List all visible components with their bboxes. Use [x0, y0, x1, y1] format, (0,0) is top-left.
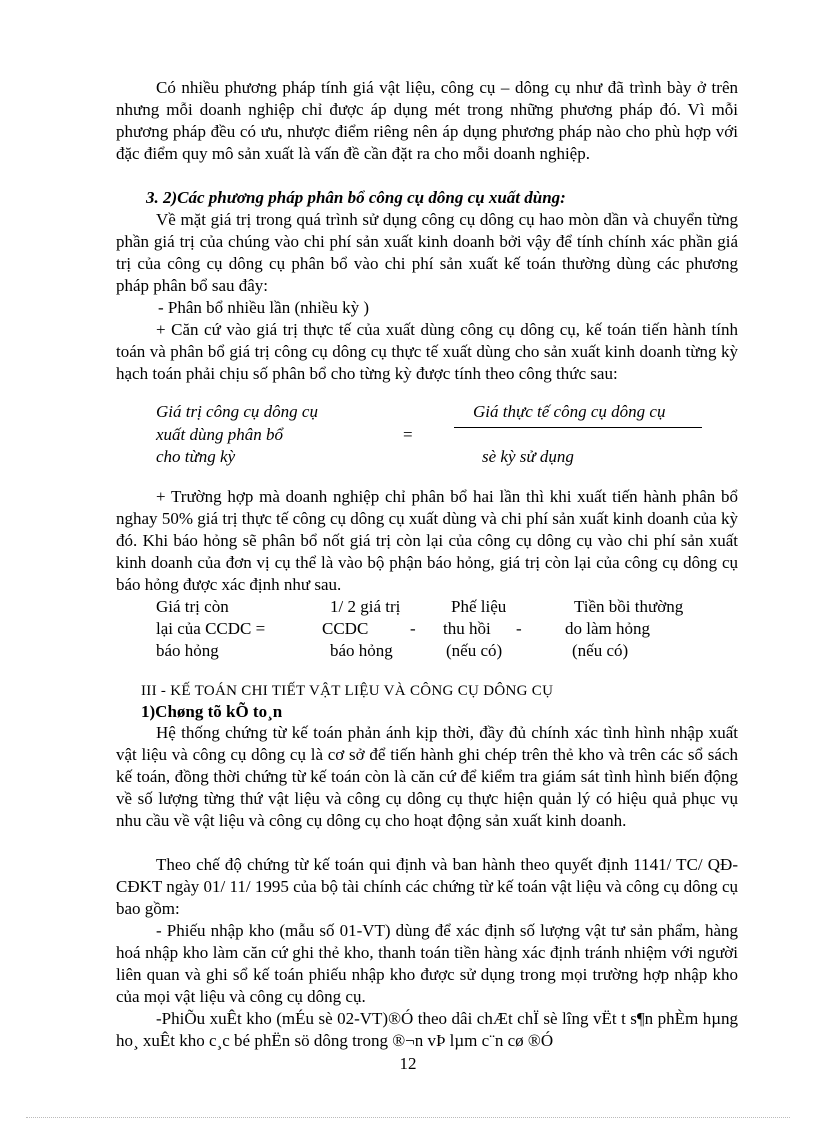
table-r1-c2: 1/ 2 giá trị	[330, 597, 401, 616]
table-r3-c1: báo hỏng	[156, 641, 219, 660]
paragraph-issue-voucher: -PhiÕu xuÊt kho (mÉu sè 02-VT)®Ó theo dâi chÆt chÏ sè lîng vËt t s¶n phÈm hµng ho¸ xuÊt kho c¸c bé phËn sö dông trong ®¬n vÞ lµm c¨n cø ®Ó	[116, 1009, 738, 1050]
heading-1-vouchers: 1)Chøng tõ kÕ to¸n	[141, 702, 283, 721]
formula-left-line-2: xuất dùng phân bổ	[156, 425, 284, 444]
table-r1-c3: Phế liệu	[451, 597, 507, 616]
formula-equals: =	[403, 425, 413, 444]
paragraph-receipt-voucher: - Phiếu nhập kho (mẫu số 01-VT) dùng để xác định số lượng vật tư sản phẩm, hàng hoá nhập kho làm căn cứ ghi thẻ kho, thanh toán tiền hàng xác định tránh nhiệm với người liên quan và ghi sổ kế toán phiếu nhập kho được sử dụng trong mọi trường hợp nhập kho của mọi vật liệu và công cụ dông cụ.	[116, 921, 738, 1006]
table-r2-c1: lại của CCDC =	[156, 619, 266, 638]
table-r2-c4: do làm hỏng	[565, 619, 650, 638]
formula-numerator: Giá thực tế công cụ dông cụ	[473, 402, 666, 421]
table-r3-c3: (nếu có)	[446, 641, 503, 660]
formula-left-line-1: Giá trị công cụ dông cụ	[156, 402, 318, 421]
table-r2-c3: thu hồi	[443, 619, 491, 638]
paragraph-value-allocation: Về mặt giá trị trong quá trình sử dụng công cụ dông cụ hao mòn dần và chuyển từng phần giá trị của chúng vào chi phí sản xuất kinh doanh bởi vậy để tính chính xác phần giá trị của công cụ dông cụ phân bổ vào chi phí sản xuất kế toán thường dùng các phương pháp phân bổ sau đây:	[116, 210, 738, 295]
paragraph-voucher-system: Hệ thống chứng từ kế toán phản ánh kịp thời, đầy đủ chính xác tình hình nhập xuất vật liệu và công cụ dông cụ là cơ sở để tiến hành ghi chép trên thẻ kho và trên các sổ sách kế toán, đồng thời chứng từ kế toán còn là căn cứ để kiểm tra giám sát tình hình biến động về số lượng từng thứ vật liệu và công cụ dông cụ thực hiện quản lý có hiệu quả phục vụ nhu cầu về vật liệu và công cụ dông cụ cho hoạt động sản xuất kinh doanh.	[116, 723, 738, 830]
table-r1-c1: Giá trị còn	[156, 597, 229, 616]
table-r2-minus-2: -	[516, 619, 522, 638]
table-r3-c4: (nếu có)	[572, 641, 629, 660]
table-r2-minus-1: -	[410, 619, 416, 638]
paragraph-based-on-value: + Căn cứ vào giá trị thực tế của xuất dùng công cụ dông cụ, kế toán tiến hành tính toán và phân bổ giá trị công cụ dông cụ thực tế xuất dùng cho sản xuất kinh doanh từng kỳ hạch toán phải chịu số phân bổ cho từng kỳ được tính theo công thức sau:	[116, 320, 738, 383]
paragraph-regulation: Theo chế độ chứng từ kế toán qui định và ban hành theo quyết định 1141/ TC/ QĐ-CĐKT ngày 01/ 11/ 1995 của bộ tài chính các chứng từ kế toán vật liệu và công cụ dông cụ bao gồm:	[116, 855, 738, 918]
table-r2-c2: CCDC	[322, 619, 369, 638]
paragraph-methods-intro: Có nhiều phương pháp tính giá vật liệu, công cụ – dông cụ như đã trình bày ở trên nhưng mỗi doanh nghiệp chỉ được áp dụng mét trong những phương pháp đó. Vì mỗi phương pháp đều có ưu, nhược điểm riêng nên áp dụng phương pháp nào cho phù hợp với đặc điểm quy mô sản xuất là vấn đề cần đặt ra cho mỗi doanh nghiệp.	[116, 78, 738, 163]
fraction-bar	[454, 427, 702, 428]
table-r1-c4: Tiền bồi thường	[574, 597, 684, 616]
page-bottom-rule	[26, 1117, 790, 1118]
table-r3-c2: báo hỏng	[330, 641, 393, 660]
section-3-title: III - KẾ TOÁN CHI TIẾT VẬT LIỆU VÀ CÔNG CỤ DÔNG CỤ	[141, 683, 554, 699]
formula-denominator: sè kỳ sử dụng	[482, 447, 574, 466]
formula-left-line-3: cho từng kỳ	[156, 447, 236, 466]
page-number: 12	[399, 1054, 417, 1073]
paragraph-multi-allocation: - Phân bổ nhiều lần (nhiều kỳ )	[158, 298, 370, 317]
paragraph-two-time-allocation: + Trường hợp mà doanh nghiệp chỉ phân bổ hai lần thì khi xuất tiến hành phân bổ nghay 50% giá trị thực tế công cụ dông cụ xuất dùng và chi phí sản xuất kinh doanh của kỳ đó. Khi báo hỏng sẽ phân bổ nốt giá trị còn lại của công cụ dông cụ vào chi phí sản xuất kinh doanh của đơn vị cụ thể là vào bộ phận báo hỏng, giá trị còn lại của công cụ dông cụ báo hỏng được xác định như sau.	[116, 487, 738, 594]
heading-3-2: 3. 2)Các phương pháp phân bổ công cụ dông cụ xuất dùng:	[146, 188, 566, 207]
